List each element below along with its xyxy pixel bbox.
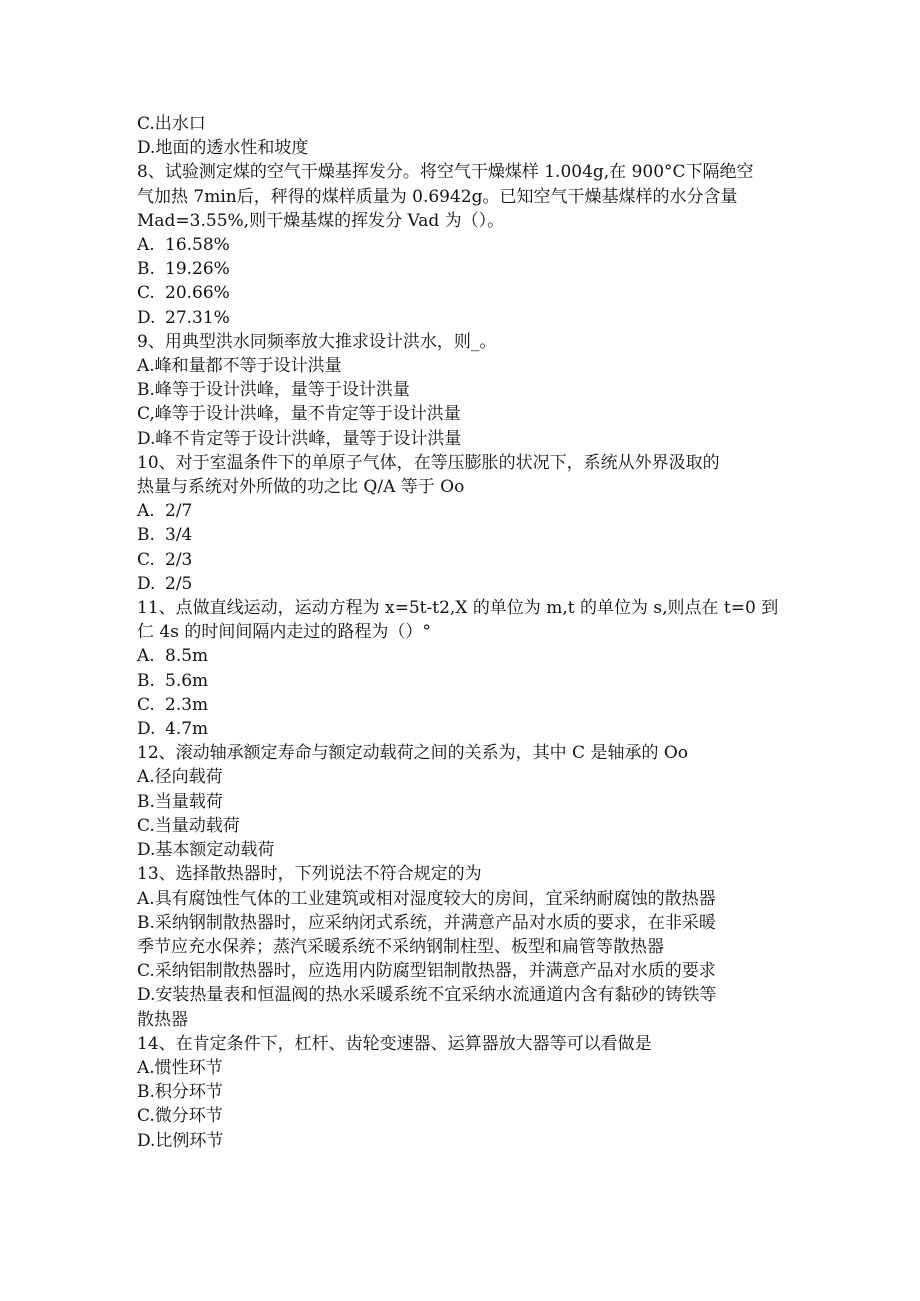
answer-option (137, 354, 787, 378)
question-text: 仁 4s 的时间间隔内走过的路程为（）° (137, 622, 431, 643)
question-text: 8、试验测定煤的空气干燥基挥发分。将空气干燥煤样 1.004g,在 900°C下隔绝空 (137, 162, 754, 183)
question-text: 热量与系统对外所做的功之比 Q/A 等于 Oo (137, 477, 465, 498)
option-text: D.基本额定动载荷 (137, 840, 275, 861)
option-label: B. (137, 259, 155, 280)
question-text: 14、在肯定条件下，杠杆、齿轮变速器、运算器放大器等可以看做是 (137, 1033, 652, 1054)
question-text: 12、滚动轴承额定寿命与额定动载荷之间的关系为，其中 C 是轴承的 Oo (137, 743, 689, 764)
answer-option (137, 402, 787, 426)
answer-option (137, 959, 787, 983)
answer-option (137, 983, 787, 1007)
question-text-line (137, 741, 787, 765)
option-text: 2.3m (165, 694, 209, 715)
option-text: 19.26% (165, 259, 230, 280)
answer-option (137, 136, 787, 160)
answer-option (137, 1008, 787, 1032)
option-label: D. (137, 719, 156, 740)
option-text: B.积分环节 (137, 1082, 223, 1103)
question-text: 气加热 7min后，秤得的煤样质量为 0.6942g。已知空气干燥基煤样的水分含量 (137, 186, 738, 207)
option-label: C. (137, 694, 155, 715)
option-label: A. (137, 501, 155, 522)
option-text: 27.31% (165, 307, 230, 328)
option-label: B. (137, 670, 155, 691)
question-text-line (137, 209, 787, 233)
answer-option (137, 233, 787, 257)
answer-option (137, 693, 787, 717)
question-text-line (137, 475, 787, 499)
question-text: 10、对于室温条件下的单原子气体，在等压膨胀的状况下，系统从外界汲取的 (137, 452, 720, 473)
option-text: 散热器 (137, 1009, 188, 1030)
answer-option (137, 765, 787, 789)
answer-option (137, 427, 787, 451)
answer-option (137, 838, 787, 862)
option-label: B. (137, 525, 155, 546)
option-text: D.地面的透水性和坡度 (137, 138, 309, 159)
answer-option (137, 1080, 787, 1104)
option-text: A.惯性环节 (137, 1057, 223, 1078)
answer-option (137, 306, 787, 330)
option-text: C.出水口 (137, 114, 206, 134)
option-text: D.比例环节 (137, 1130, 224, 1151)
option-label: A. (137, 646, 155, 667)
answer-option (137, 548, 787, 572)
option-label: A. (137, 235, 155, 256)
option-text: D.峰不肯定等于设计洪峰，量等于设计洪量 (137, 428, 462, 449)
option-text: C.当量动载荷 (137, 815, 240, 836)
answer-option (137, 935, 787, 959)
option-label: C. (137, 549, 155, 570)
answer-option (137, 790, 787, 814)
option-text: 4.7m (165, 719, 209, 740)
option-text: A.具有腐蚀性气体的工业建筑或相对湿度较大的房间，宜采纳耐腐蚀的散热器 (137, 888, 716, 909)
option-label: C. (137, 283, 155, 304)
question-text: Mad=3.55%,则干燥基煤的挥发分 Vad 为（）。 (137, 210, 505, 231)
option-text: A.径向载荷 (137, 767, 223, 788)
option-label: D. (137, 573, 156, 594)
answer-option (137, 378, 787, 402)
option-text: 16.58% (165, 235, 230, 256)
question-text-line (137, 451, 787, 475)
answer-option (137, 717, 787, 741)
question-text-line (137, 620, 787, 644)
option-text: 2/5 (165, 573, 193, 594)
option-text: A.峰和量都不等于设计洪量 (137, 356, 342, 377)
option-text: D.安装热量表和恒温阀的热水采暖系统不宜采纳水流通道内含有黏砂的铸铁等 (137, 985, 717, 1006)
option-text: C.微分环节 (137, 1106, 223, 1127)
answer-option (137, 572, 787, 596)
option-text: B.当量载荷 (137, 791, 223, 812)
question-text: 11、点做直线运动，运动方程为 x=5t-t2,X 的单位为 m,t 的单位为 s,则点在 t=0 到 (137, 598, 779, 619)
question-text-line (137, 330, 787, 354)
answer-option (137, 887, 787, 911)
option-text: 3/4 (165, 525, 193, 546)
option-text: 8.5m (165, 646, 209, 667)
answer-option (137, 911, 787, 935)
option-text: C,峰等于设计洪峰，量不肯定等于设计洪量 (137, 404, 461, 425)
question-text: 9、用典型洪水同频率放大推求设计洪水，则_。 (137, 331, 497, 352)
option-label: D. (137, 307, 156, 328)
answer-option (137, 281, 787, 305)
answer-option (137, 1056, 787, 1080)
option-text: 2/3 (165, 549, 193, 570)
option-text: B.采纳钢制散热器时，应采纳闭式系统，并满意产品对水质的要求，在非采暖 (137, 912, 716, 933)
option-text: 2/7 (165, 501, 193, 522)
answer-option (137, 814, 787, 838)
answer-option (137, 1104, 787, 1128)
option-text: 季节应充水保养；蒸汽采暖系统不采纳钢制柱型、板型和扁管等散热器 (137, 936, 664, 957)
question-text-line (137, 1032, 787, 1056)
option-text: C.采纳铝制散热器时，应选用内防腐型铝制散热器，并满意产品对水质的要求 (137, 961, 716, 982)
option-text: 5.6m (165, 670, 209, 691)
question-text: 13、选择散热器时，下列说法不符合规定的为 (137, 864, 482, 885)
question-text-line (137, 862, 787, 886)
document-page (137, 112, 787, 1153)
answer-option (137, 644, 787, 668)
option-text: 20.66% (165, 283, 230, 304)
question-text-line (137, 596, 787, 620)
answer-option (137, 112, 787, 136)
answer-option (137, 257, 787, 281)
option-text: B.峰等于设计洪峰，量等于设计洪量 (137, 380, 410, 401)
answer-option (137, 669, 787, 693)
answer-option (137, 523, 787, 547)
question-text-line (137, 160, 787, 184)
answer-option (137, 499, 787, 523)
question-text-line (137, 185, 787, 209)
answer-option (137, 1129, 787, 1153)
